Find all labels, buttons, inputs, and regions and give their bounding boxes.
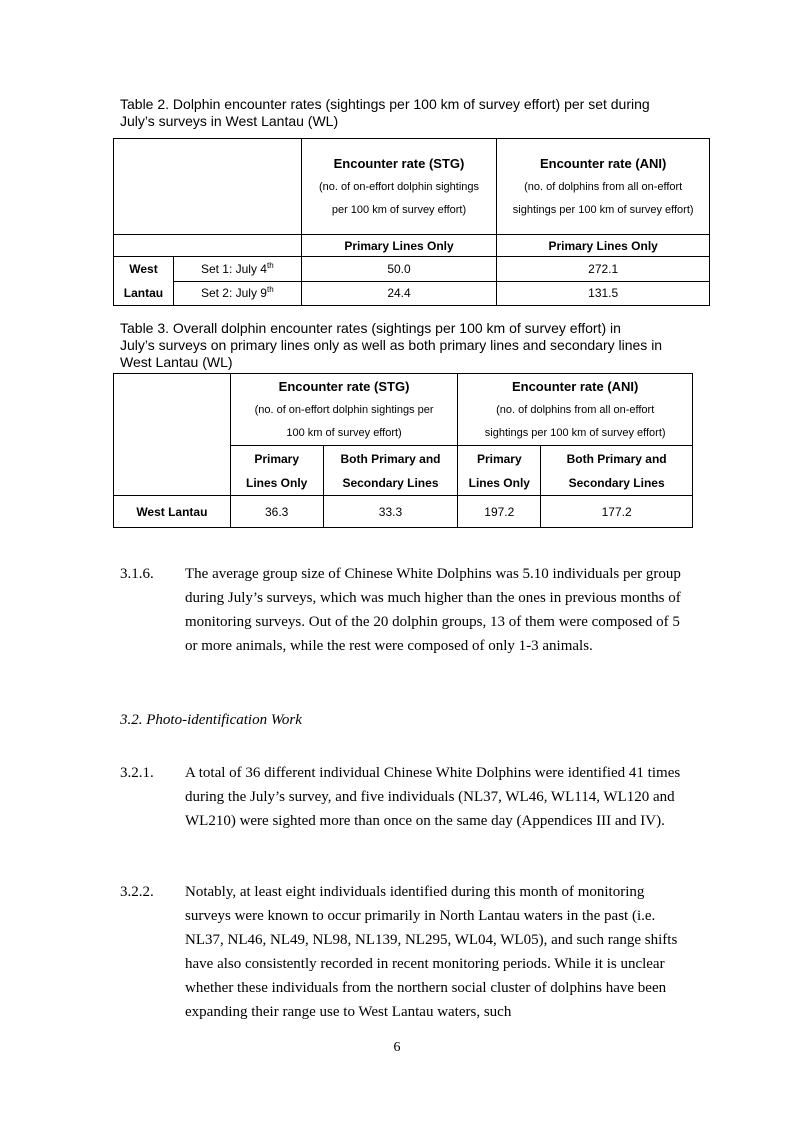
- table2-empty-header: [114, 139, 302, 235]
- table2-empty-subheader: [114, 235, 302, 257]
- table2-stg-sub2: per 100 km of survey effort): [331, 203, 467, 216]
- table2-area-line2: Lantau: [123, 286, 164, 300]
- table3-both-line1: Both Primary and: [340, 451, 441, 466]
- table3: [113, 373, 693, 528]
- table2-set-sup: th: [266, 260, 274, 270]
- table3-value: 197.2: [458, 496, 541, 528]
- table2-stg-title: Encounter rate (STG): [333, 155, 465, 171]
- table2-set-text: Set 1: July 4: [200, 261, 267, 276]
- table3-ani-primary-header: [458, 446, 541, 496]
- table2-ani-sub2: sightings per 100 km of survey effort): [512, 203, 694, 216]
- table2-area-label: [114, 257, 174, 306]
- table2-stg-value: 50.0: [301, 257, 497, 282]
- table3-value: 177.2: [541, 496, 693, 528]
- table3-both-line1: Both Primary and: [566, 451, 667, 466]
- table2-set-text: Set 2: July 9: [200, 286, 267, 301]
- table2-stg-value: 24.4: [301, 281, 497, 306]
- table2: [113, 138, 710, 306]
- table3-caption-line3: West Lantau (WL): [120, 354, 233, 370]
- table2-row: [114, 281, 710, 306]
- table3-value: 33.3: [323, 496, 458, 528]
- table3-ani-sub1: (no. of dolphins from all on-effort: [496, 403, 655, 416]
- paragraph-number: 3.2.1.: [120, 765, 154, 781]
- table3-stg-title: Encounter rate (STG): [278, 378, 410, 394]
- table3-stg-sub2: 100 km of survey effort): [286, 426, 402, 439]
- table2-caption-line1: Table 2. Dolphin encounter rates (sightings per 100 km of survey effort) per set during: [120, 96, 650, 112]
- table3-row: [114, 496, 693, 528]
- table2-area-line1: West: [129, 262, 158, 276]
- table3-primary-line2: Lines Only: [245, 475, 308, 490]
- table2-set-label: [173, 257, 301, 282]
- table2-ani-header: [497, 139, 710, 235]
- table2-stg-header: [301, 139, 497, 235]
- table3-both-line2: Secondary Lines: [568, 475, 665, 490]
- paragraph-number: 3.2.2.: [120, 884, 154, 900]
- section-heading: 3.2. Photo-identification Work: [120, 712, 302, 728]
- table3-primary-line1: Primary: [254, 451, 300, 466]
- table2-caption: [120, 96, 710, 130]
- table2-caption-line2: July’s surveys in West Lantau (WL): [120, 113, 339, 129]
- table2-set-label: [173, 281, 301, 306]
- table2-ani-primary-only: Primary Lines Only: [497, 235, 710, 257]
- table3-caption: [120, 320, 710, 371]
- table3-stg-primary-header: [230, 446, 323, 496]
- table3-row-label: West Lantau: [114, 496, 231, 528]
- table3-ani-both-header: [541, 446, 693, 496]
- paragraph-text: The average group size of Chinese White Dolphins was 5.10 individuals per group during July’s surveys, which was much higher than the ones in previous months of monitoring surveys. Out of the 20 dolphin groups, 13 of them were composed of 5 or more animals, while the rest were composed of only 1-3 animals.: [185, 566, 681, 654]
- table3-caption-line1: Table 3. Overall dolphin encounter rates (sightings per 100 km of survey effort) in: [120, 320, 621, 336]
- table3-ani-sub2: sightings per 100 km of survey effort): [484, 426, 666, 439]
- table2-stg-primary-only: Primary Lines Only: [301, 235, 497, 257]
- table2-ani-value: 131.5: [497, 281, 710, 306]
- table2-ani-title: Encounter rate (ANI): [539, 155, 667, 171]
- table3-empty-header: [114, 374, 231, 496]
- table3-both-line2: Secondary Lines: [342, 475, 439, 490]
- paragraph-3-2-1: [120, 761, 690, 833]
- table3-ani-title: Encounter rate (ANI): [511, 378, 639, 394]
- paragraph-3-1-6: [120, 562, 690, 658]
- table3-stg-sub1: (no. of on-effort dolphin sightings per: [254, 403, 434, 416]
- table3-ani-header: [458, 374, 693, 446]
- table3-caption-line2: July’s surveys on primary lines only as well as both primary lines and secondary lines in: [120, 337, 663, 353]
- page-number: 6: [393, 1040, 401, 1055]
- table2-ani-value: 272.1: [497, 257, 710, 282]
- paragraph-text: Notably, at least eight individuals identified during this month of monitoring surveys were known to occur primarily in North Lantau waters in the past (i.e. NL37, NL46, NL49, NL98, NL139, NL295, WL04, WL05), and such range shifts have also consistently recorded in recent monitoring periods. While it is unclear whether these individuals from the northern social cluster of dolphins have been expanding their range use to West Lantau waters, such: [185, 884, 678, 1020]
- table3-primary-line1: Primary: [476, 451, 522, 466]
- paragraph-number: 3.1.6.: [120, 566, 154, 582]
- table3-value: 36.3: [230, 496, 323, 528]
- paragraph-3-2-2: [120, 880, 690, 1024]
- table2-ani-sub1: (no. of dolphins from all on-effort: [524, 180, 683, 193]
- table3-stg-both-header: [323, 446, 458, 496]
- table2-row: [114, 257, 710, 282]
- paragraph-text: A total of 36 different individual Chinese White Dolphins were identified 41 times during the July’s survey, and five individuals (NL37, WL46, WL114, WL120 and WL210) were sighted more than once on the same day (Appendices III and IV).: [185, 765, 681, 829]
- table2-set-sup: th: [266, 285, 274, 295]
- table2-stg-sub1: (no. of on-effort dolphin sightings: [319, 180, 480, 193]
- table3-primary-line2: Lines Only: [468, 475, 530, 490]
- table3-stg-header: [230, 374, 458, 446]
